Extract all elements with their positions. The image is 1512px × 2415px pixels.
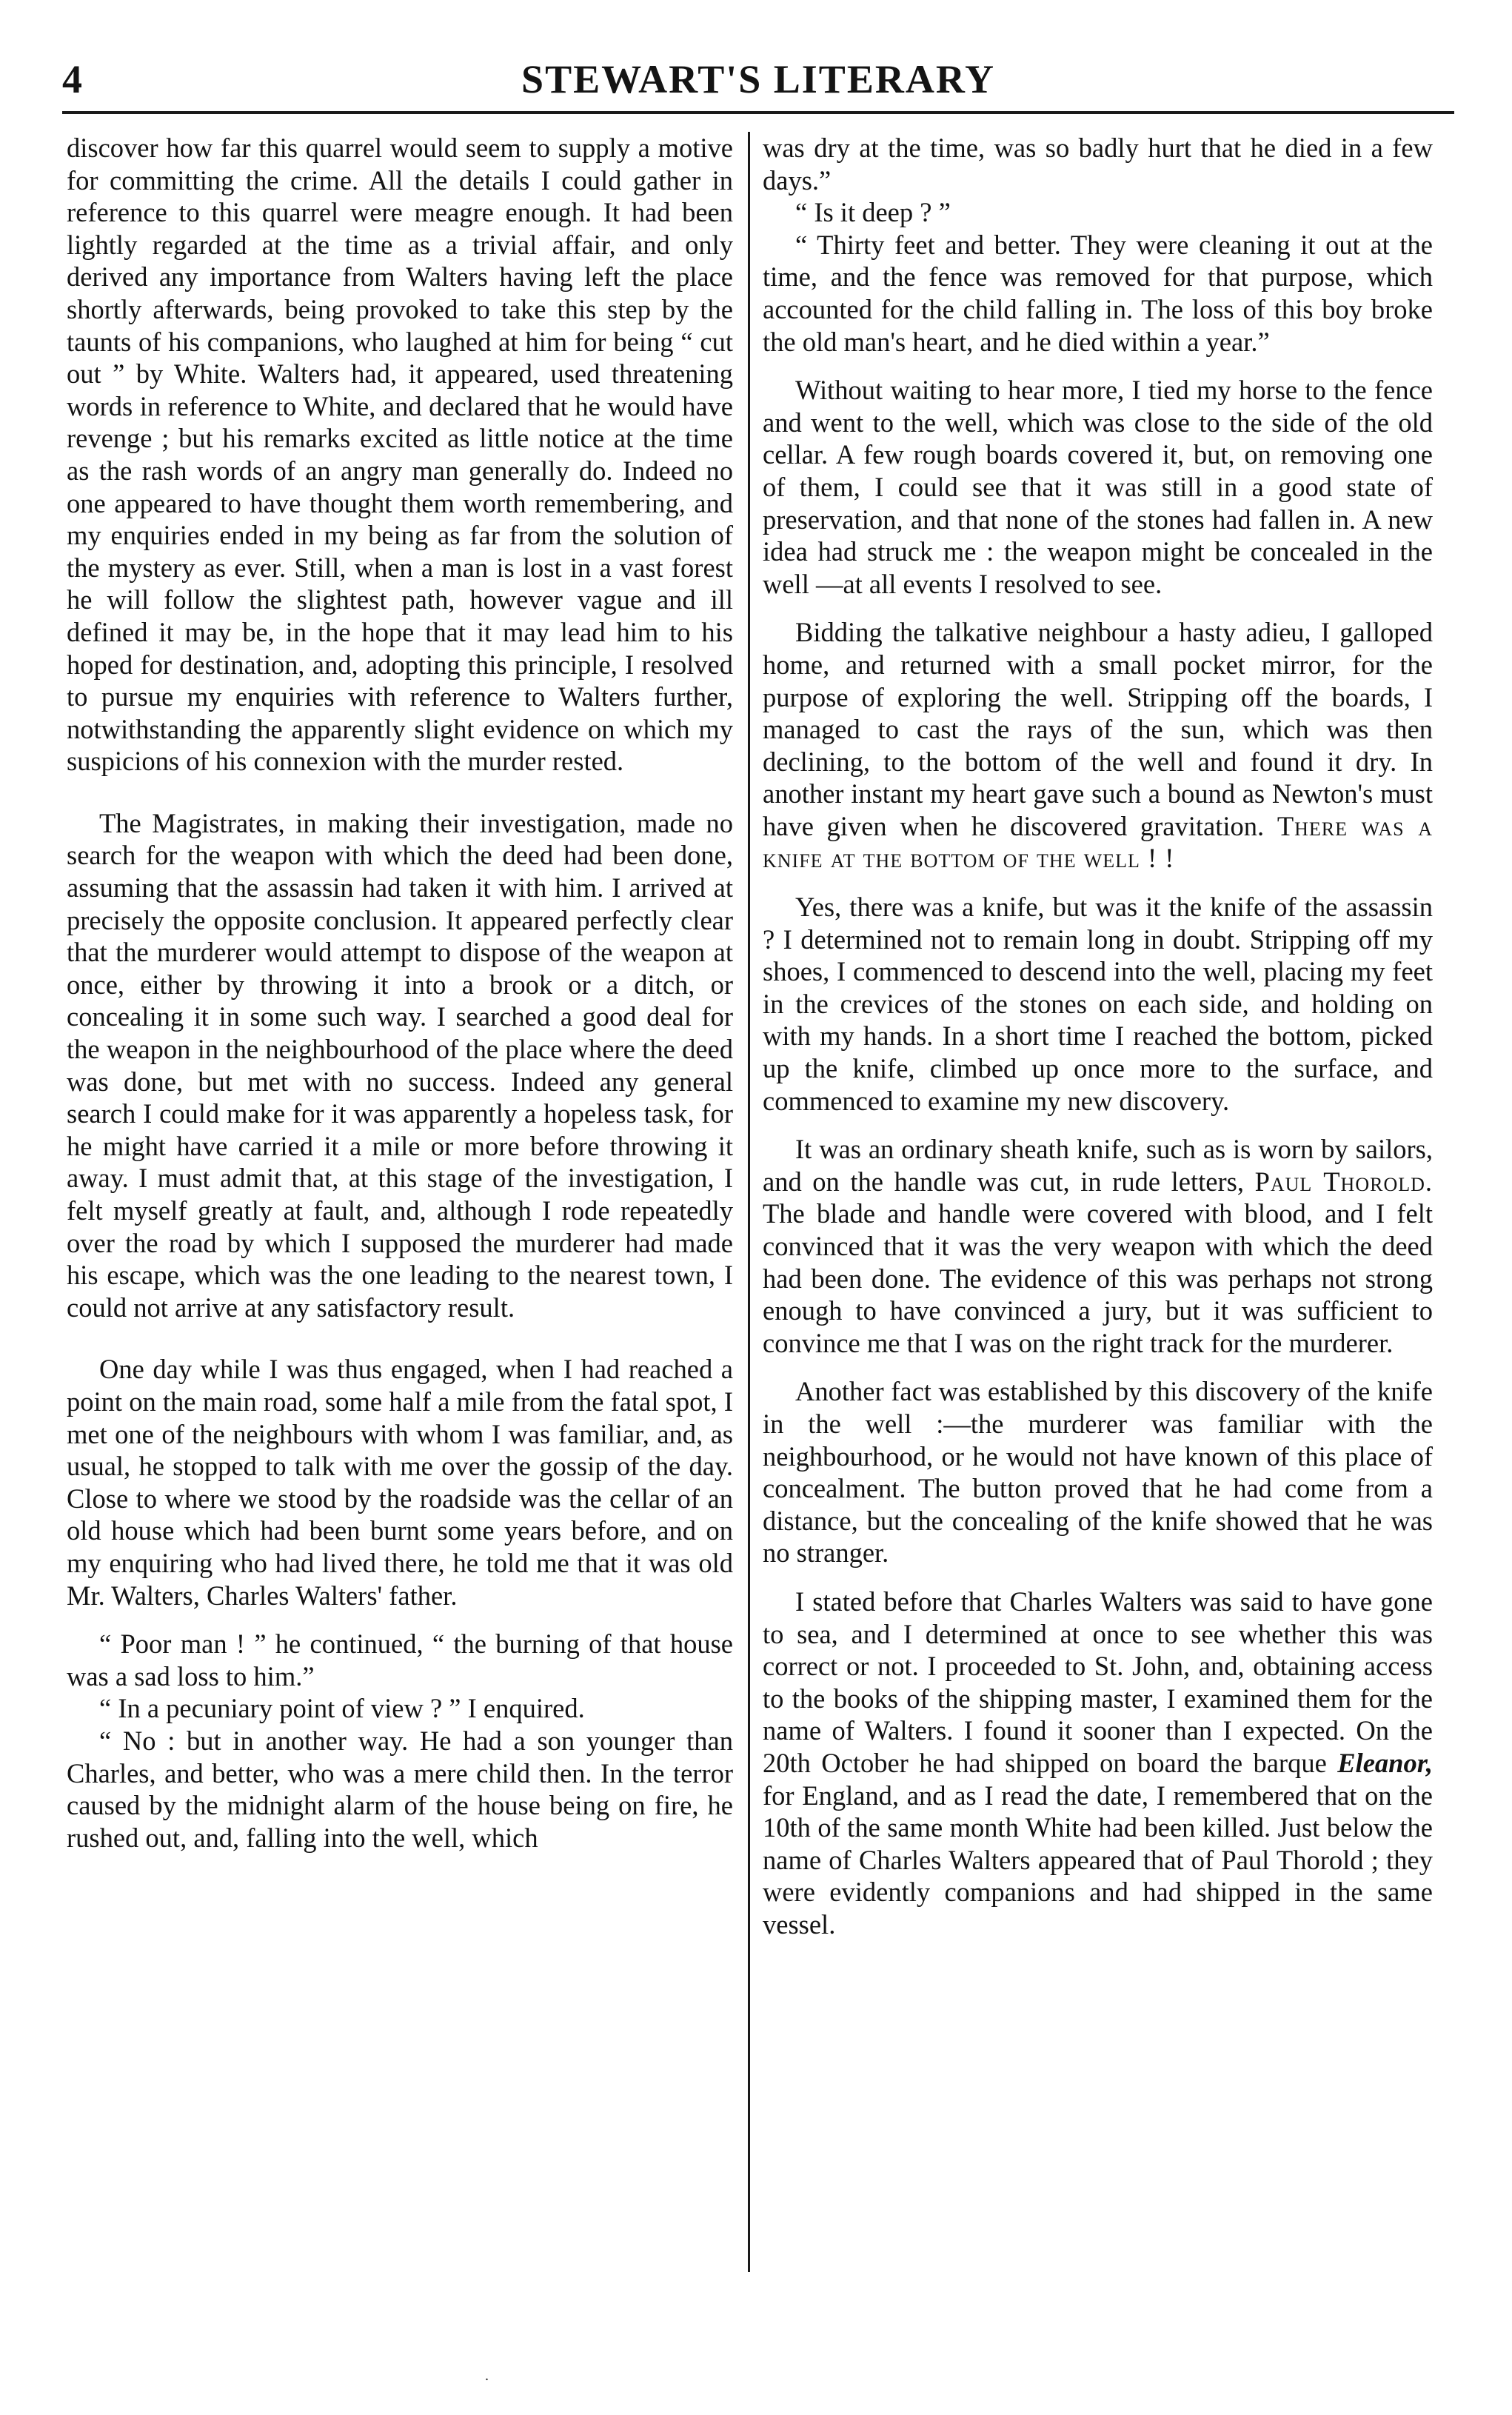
paragraph: One day while I was thus engaged, when I had reached a point on the main road, some half a mile from the fatal spot, I met one of the neighbours with whom I was familiar, and, as usual, he stopped to talk with me over the gossip of the day. Close to where we stood by the roadside was the cellar of an old house which had been burnt some years before, and on my enquiring who had lived there, he told me that it was old Mr. Walters, Charles Walters' father. <box>67 1354 733 1611</box>
page-number: 4 <box>62 57 82 101</box>
paragraph: Another fact was established by this discovery of the knife in the well :—the murderer was familiar with the neighbourhood, or he would not have known of this place of concealment. The button proved that he had come from a distance, but the concealing of the knife showed that he was no stranger. <box>763 1376 1433 1569</box>
emphasis-caps: There was a knife at the bottom of the well ! ! <box>763 810 1433 874</box>
paragraph-text: Bidding the talkative neighbour a hasty adieu, I galloped home, and returned with a small pocket mirror, for the purpose of exploring the well. Stripping off the boards, I managed to cast the rays of the sun, which was then declining, to the bottom of the well and found it dry. In another instant my heart gave such a bound as Newton's must have given when he discovered gravitation. <box>763 617 1433 841</box>
paragraph: Without waiting to hear more, I tied my horse to the fence and went to the well, which was close to the side of the old cellar. A few rough boards covered it, but, on removing one of them, I could see that it was still in a good state of preservation, and that none of the stones had fallen in. A new idea had struck me : the weapon might be concealed in the well —at all events I resolved to see. <box>763 375 1433 599</box>
header-rule <box>62 111 1454 114</box>
paragraph: “ Poor man ! ” he continued, “ the burning of that house was a sad loss to him.” <box>67 1629 733 1691</box>
knife-inscription: Paul Thorold. <box>1254 1166 1434 1197</box>
paragraph: The Magistrates, in making their investigation, made no search for the weapon with which the deed had been done, assuming that the assassin had taken it with him. I arrived at precisely the opposite conclusion. It appeared perfectly clear that the murderer would attempt to dispose of the weapon at once, either by throwing it into a brook or a ditch, or concealing it in some such way. I searched a good deal for the weapon in the neighbourhood of the place where the deed was done, but met with no success. Indeed any general search I could make for it was apparently a hopeless task, for he might have carried it a mile or more before throwing it away. I must admit that, at this stage of the investigation, I felt myself greatly at fault, and, although I rode repeatedly over the road by which I supposed the murderer had made his escape, which was the one leading to the nearest town, I could not arrive at any satisfactory result. <box>67 807 733 1323</box>
paragraph: discover how far this quarrel would seem to supply a motive for committing the crime. All the details I could gather in reference to this quarrel were meagre enough. It had been lightly regarded at the time as a trivial affair, and only derived any importance from Walters having left the place shortly afterwards, being provoked to take this step by the taunts of his companions, who laughed at him for being “ cut out ” by White. Walters had, it appeared, used threatening words in reference to White, and declared that he would have revenge ; but his remarks excited as little notice at the time as the rash words of an angry man generally do. Indeed no one appeared to have thought them worth remembering, and my enquiries ended in my being as far from the solution of the mystery as ever. Still, when a man is lost in a vast forest he will follow the slightest path, however vague and ill defined it may be, in the hope that it may lead him to his hoped for destination, and, adopting this principle, I resolved to pursue my enquiries with reference to Walters further, notwithstanding the apparently slight evidence on which my suspicions of his connexion with the murder rested. <box>67 133 733 777</box>
paragraph-text: It was an ordinary sheath knife, such as is worn by sailors, and on the handle was cut, in rude letters, <box>763 1134 1433 1197</box>
column-divider <box>748 132 750 2272</box>
paragraph: “ Is it deep ? ” <box>795 197 951 228</box>
paragraph: Yes, there was a knife, but was it the knife of the assassin ? I determined not to remain long in doubt. Stripping off my shoes, I commenced to descend into the well, placing my feet in the crevices of the stones on each side, and holding on with my hands. In a short time I reached the bottom, picked up the knife, climbed up once more to the surface, and commenced to examine my new discovery. <box>763 892 1433 1116</box>
paragraph-text: The blade and handle were covered with blood, and I felt convinced that it was the very weapon with which the deed had been done. The evidence of this was perhaps not strong enough to have convinced a jury, but it was sufficient to convince me that I was on the right track for the murderer. <box>763 1198 1433 1358</box>
page-header <box>62 53 1454 113</box>
paragraph-text: I stated before that Charles Walters was said to have gone to sea, and I determined at once to see whether this was correct or not. I proceeded to St. John, and, obtaining access to the books of the shipping master, I examined them for the name of Walters. I found it sooner than I expected. On the 20th October he had shipped on board the barque <box>763 1586 1433 1778</box>
paragraph <box>763 616 1433 875</box>
ship-name: Eleanor, <box>1337 1747 1434 1778</box>
paragraph: “ In a pecuniary point of view ? ” I enquired. <box>99 1693 585 1724</box>
paragraph <box>763 1133 1433 1359</box>
paragraph-text: for England, and as I read the date, I remembered that on the 10th of the same month White had been killed. Just below the name of Charles Walters appeared that of Paul Thorold ; they were evidently companions and had shipped in the same vessel. <box>763 1780 1433 1940</box>
footer-mark: . <box>485 2368 489 2384</box>
paragraph: was dry at the time, was so badly hurt that he died in a few days.” <box>763 133 1433 196</box>
paragraph <box>763 1586 1433 1941</box>
paragraph: “ Thirty feet and better. They were cleaning it out at the time, and the fence was removed for that purpose, which accounted for the child falling in. The loss of this boy broke the old man's heart, and he died within a year.” <box>763 229 1433 357</box>
paragraph: “ No : but in another way. He had a son younger than Charles, and better, who was a mere child then. In the terror caused by the midnight alarm of the house being on fire, he rushed out, and, falling into the well, which <box>67 1725 733 1853</box>
running-title: STEWART'S LITERARY <box>521 57 995 101</box>
left-column <box>67 132 733 1854</box>
right-column <box>763 132 1433 1940</box>
